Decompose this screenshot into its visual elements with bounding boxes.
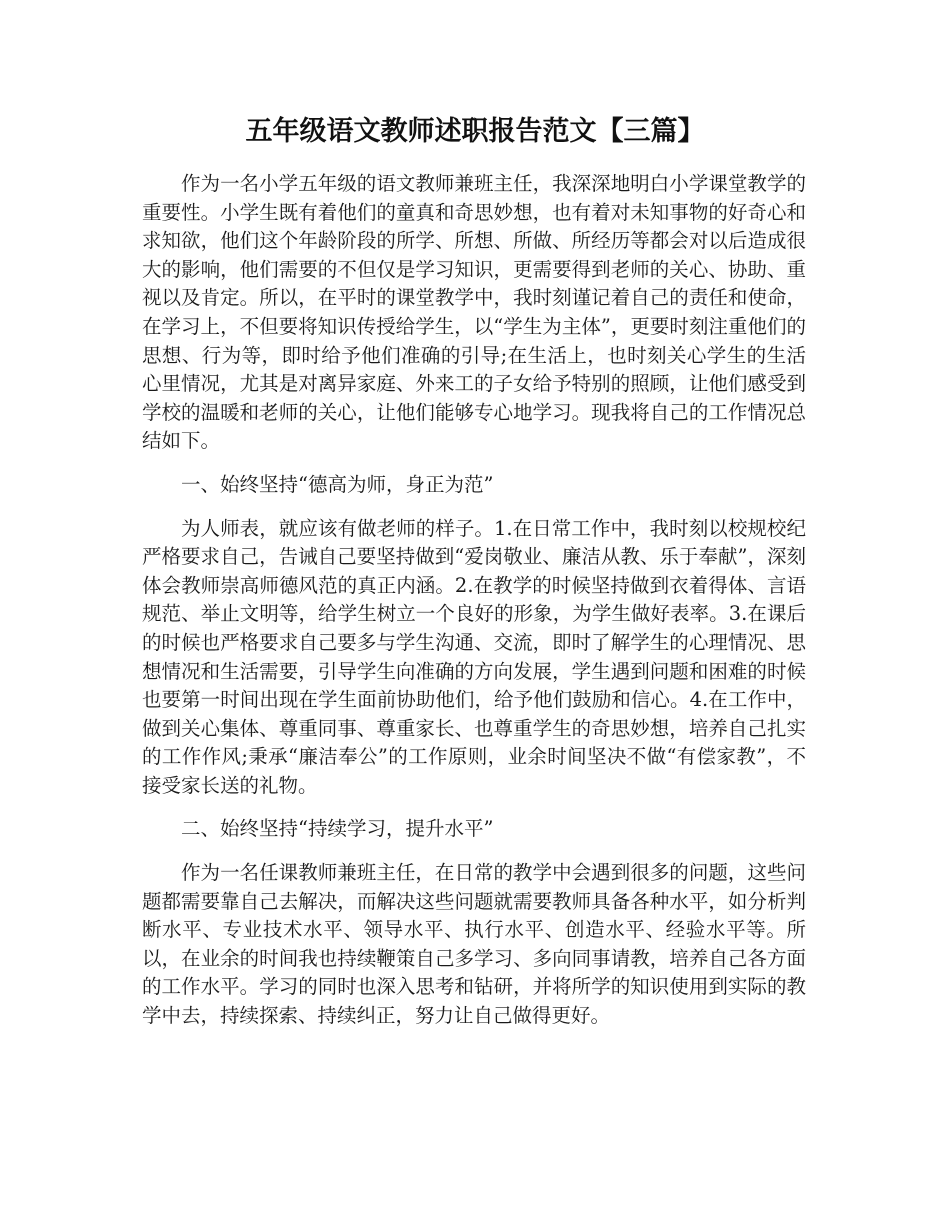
section-1-paragraph: 为人师表，就应该有做老师的样子。1.在日常工作中，我时刻以校规校纪严格要求自己，告诫自己要坚持做到“爱岗敬业、廉洁从教、乐于奉献”，深刻体会教师崇高师德风范的真正内涵。2.在教学的时候坚持做到衣着得体、言语规范、举止文明等，给学生树立一个良好的形象，为学生做好表率。3.在课后的时候也严格要求自己要多与学生沟通、交流，即时了解学生的心理情况、思想情况和生活需要，引导学生向准确的方向发展，学生遇到问题和困难的时候也要第一时间出现在学生面前协助他们，给予他们鼓励和信心。4.在工作中，做到关心集体、尊重同事、尊重家长、也尊重学生的奇思妙想，培养自己扎实的工作作风;秉承“廉洁奉公”的工作原则，业余时间坚决不做“有偿家教”，不接受家长送的礼物。 bbox=[142, 516, 806, 797]
section-2-paragraph: 作为一名任课教师兼班主任，在日常的教学中会遇到很多的问题，这些问题都需要靠自己去解决，而解决这些问题就需要教师具备各种水平，如分析判断水平、专业技术水平、领导水平、执行水平、创造水平、经验水平等。所以，在业余的时间我也持续鞭策自己多学习、多向同事请教，培养自己各方面的工作水平。学习的同时也深入思考和钻研，并将所学的知识使用到实际的教学中去，持续探索、持续纠正，努力让自己做得更好。 bbox=[142, 861, 806, 1028]
section-1-heading: 一、始终坚持“德高为师，身正为范” bbox=[181, 472, 494, 496]
intro-paragraph: 作为一名小学五年级的语文教师兼班主任，我深深地明白小学课堂教学的重要性。小学生既有着他们的童真和奇思妙想，也有着对未知事物的好奇心和求知欲，他们这个年龄阶段的所学、所想、所做、所经历等都会对以后造成很大的影响，他们需要的不但仅是学习知识，更需要得到老师的关心、协助、重视以及肯定。所以，在平时的课堂教学中，我时刻谨记着自己的责任和使命，在学习上，不但要将知识传授给学生，以“学生为主体”，更要时刻注重他们的思想、行为等，即时给予他们准确的引导;在生活上，也时刻关心学生的生活心里情况，尤其是对离异家庭、外来工的子女给予特别的照顾，让他们感受到学校的温暖和老师的关心，让他们能够专心地学习。现我将自己的工作情况总结如下。 bbox=[142, 172, 806, 453]
document-body bbox=[142, 170, 806, 1046]
document-title: 五年级语文教师述职报告范文【三篇】 bbox=[245, 116, 705, 147]
section-2-heading: 二、始终坚持“持续学习，提升水平” bbox=[181, 817, 494, 841]
